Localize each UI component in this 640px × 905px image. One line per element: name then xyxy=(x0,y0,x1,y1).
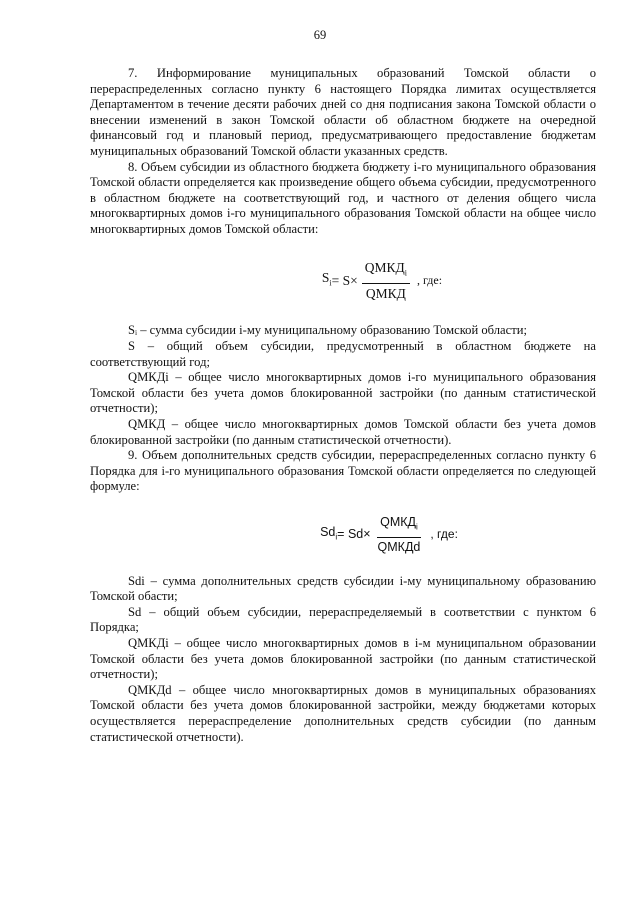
definition-qmkdi-2: QМКДi – общее число многоквартирных домов в i-м муниципальном образовании Томской области без учета домов блокированной застройки (по данным статистической отчетности); xyxy=(90,636,596,682)
formula2-denominator: QМКДd xyxy=(377,540,421,555)
formula-numerator: $QМКД_i$ xyxy=(362,260,410,284)
definition-s: S – общий объем субсидии, предусмотренный в областном бюджете на соответствующий год; xyxy=(90,339,596,369)
paragraph-8: 8. Объем субсидии из областного бюджета бюджету i-го муниципального образования Томской области определяется как произведение общего объема субсидии, предусмотренного в областном бюджете на соответствующий год, и частного от деления общего числа многоквартирных домов i-го муниципального образования Томской области на общее число многоквартирных домов Томской области: xyxy=(90,159,596,236)
definition-si: Sᵢ – сумма субсидии i-му муниципальному образованию Томской области; xyxy=(128,323,527,338)
formula-fraction xyxy=(362,260,410,302)
document-body xyxy=(90,66,596,745)
formula2-suffix: , где: xyxy=(430,527,458,542)
paragraph-9: 9. Объем дополнительных средств субсидии, перераспределенных согласно пункту 6 Порядка для i-го муниципального образования Томской области определяется по следующей формуле: xyxy=(90,448,596,494)
page-number: 69 xyxy=(313,28,327,42)
paragraph-7: 7. Информирование муниципальных образований Томской области о перераспределенных согласно пункту 6 настоящего Порядка лимитах осуществляется Департаментом в течение десяти рабочих дней со дня подписания закона Томской области о внесении изменений в закон Томской области об областном бюджете на очередной финансовый год и плановый период, предусматривающего предоставление бюджетам муниципальных образований Томской области указанных средств. xyxy=(90,66,596,158)
formula2-numerator: $QМКД_i$ xyxy=(377,515,421,538)
definition-sd: Sd – общий объем субсидии, перераспределяемый в соответствии с пунктом 6 Порядка; xyxy=(90,604,596,635)
formula-denominator: QМКД xyxy=(365,285,406,301)
definition-qmkd: QМКД – общее число многоквартирных домов Томской области без учета домов блокированной застройки (по данным статистической отчетности). xyxy=(90,416,596,447)
definition-qmkdi: QМКДi – общее число многоквартирных домов i-го муниципального образования Томской области без учета домов блокированной застройки (по данным статистической отчетности); xyxy=(90,370,596,416)
definition-sdi: Sdi – сумма дополнительных средств субсидии i-му муниципальному образованию Томской обасти; xyxy=(90,573,596,604)
formula-operator: = S× xyxy=(331,272,358,288)
formula2-operator: = Sd× xyxy=(337,527,371,542)
formula2-lhs: $Sd_i$ xyxy=(320,525,338,542)
formula2-fraction xyxy=(375,515,424,556)
formula-additional-subsidy xyxy=(182,515,596,556)
formula-subsidy xyxy=(168,260,596,302)
formula-lhs: $S_i$ xyxy=(321,269,332,288)
formula-suffix: , где: xyxy=(416,272,443,287)
definition-qmkdd: QМКДd – общее число многоквартирных домов в муниципальных образованиях Томской области без учета домов блокированной застройки, между бюджетами которых осуществляется перераспределение дополнительных средств субсидии (по данным статистической отчетности). xyxy=(90,682,596,744)
